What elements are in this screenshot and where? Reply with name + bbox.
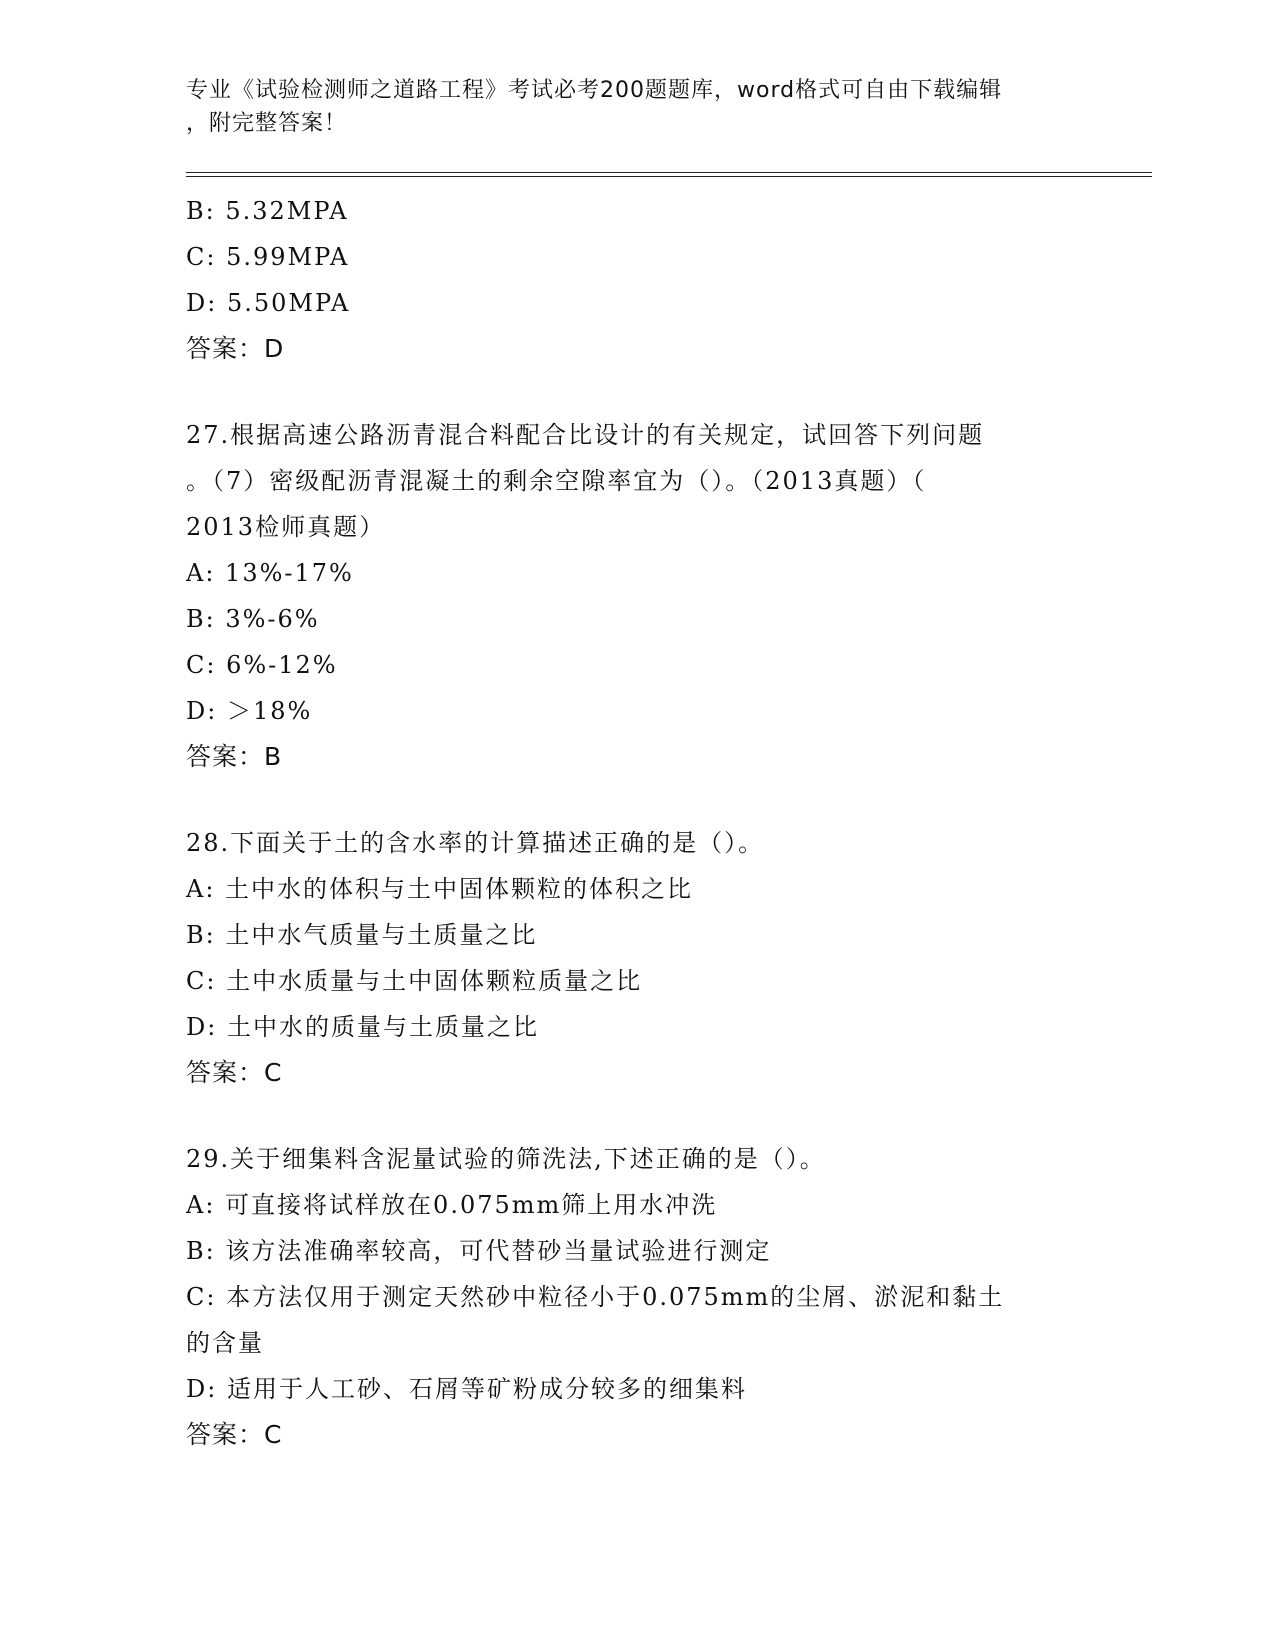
question-text: 29.关于细集料含泥量试验的筛洗法,下述正确的是（）。 bbox=[186, 1145, 826, 1173]
option-d: D: 适用于人工砂、石屑等矿粉成分较多的细集料 bbox=[186, 1375, 747, 1403]
option-b: B: 该方法准确率较高，可代替砂当量试验进行测定 bbox=[186, 1237, 772, 1265]
option-b: B: 土中水气质量与土质量之比 bbox=[186, 921, 538, 949]
option-d: D: 土中水的质量与土质量之比 bbox=[186, 1013, 539, 1041]
option-c: C: 土中水质量与土中固体颗粒质量之比 bbox=[186, 967, 643, 995]
question-text: 27.根据高速公路沥青混合料配合比设计的有关规定，试回答下列问题 bbox=[186, 421, 985, 449]
header-divider-bottom bbox=[186, 176, 1152, 177]
option-c: C: 本方法仅用于测定天然砂中粒径小于0.075mm的尘屑、淤泥和黏土 bbox=[186, 1283, 1005, 1311]
option-d: D: 5.50MPA bbox=[186, 289, 351, 317]
page-header bbox=[186, 74, 1066, 140]
question-text: 。（7）密级配沥青混凝土的剩余空隙率宜为（）。（2013真题）（ bbox=[186, 467, 927, 495]
option-c: C: 6%-12% bbox=[186, 651, 338, 679]
answer-line: 答案：D bbox=[186, 334, 285, 363]
question-content bbox=[186, 188, 1086, 1458]
answer-line: 答案：B bbox=[186, 742, 283, 771]
option-d: D: ＞18% bbox=[186, 697, 313, 725]
option-b: B: 5.32MPA bbox=[186, 197, 349, 225]
option-b: B: 3%-6% bbox=[186, 605, 320, 633]
answer-line: 答案：C bbox=[186, 1420, 283, 1449]
option-a: A: 可直接将试样放在0.075mm筛上用水冲洗 bbox=[186, 1191, 718, 1219]
option-a: A: 13%-17% bbox=[186, 559, 354, 587]
header-line-2: ，附完整答案！ bbox=[186, 111, 348, 136]
question-text: 28.下面关于土的含水率的计算描述正确的是（）。 bbox=[186, 829, 765, 857]
option-c: C: 5.99MPA bbox=[186, 243, 350, 271]
option-c-continued: 的含量 bbox=[186, 1329, 264, 1357]
spacer bbox=[186, 1096, 1086, 1136]
question-29-block bbox=[186, 1136, 1086, 1458]
prev-question-block bbox=[186, 188, 1086, 372]
question-28-block bbox=[186, 820, 1086, 1096]
spacer bbox=[186, 780, 1086, 820]
option-a: A: 土中水的体积与土中固体颗粒的体积之比 bbox=[186, 875, 694, 903]
question-text: 2013检师真题） bbox=[186, 513, 386, 541]
question-27-block bbox=[186, 412, 1086, 780]
header-line-1: 专业《试验检测师之道路工程》考试必考200题题库，word格式可自由下载编辑 bbox=[186, 78, 1003, 103]
answer-line: 答案：C bbox=[186, 1058, 283, 1087]
header-divider-top bbox=[186, 172, 1152, 173]
spacer bbox=[186, 372, 1086, 412]
